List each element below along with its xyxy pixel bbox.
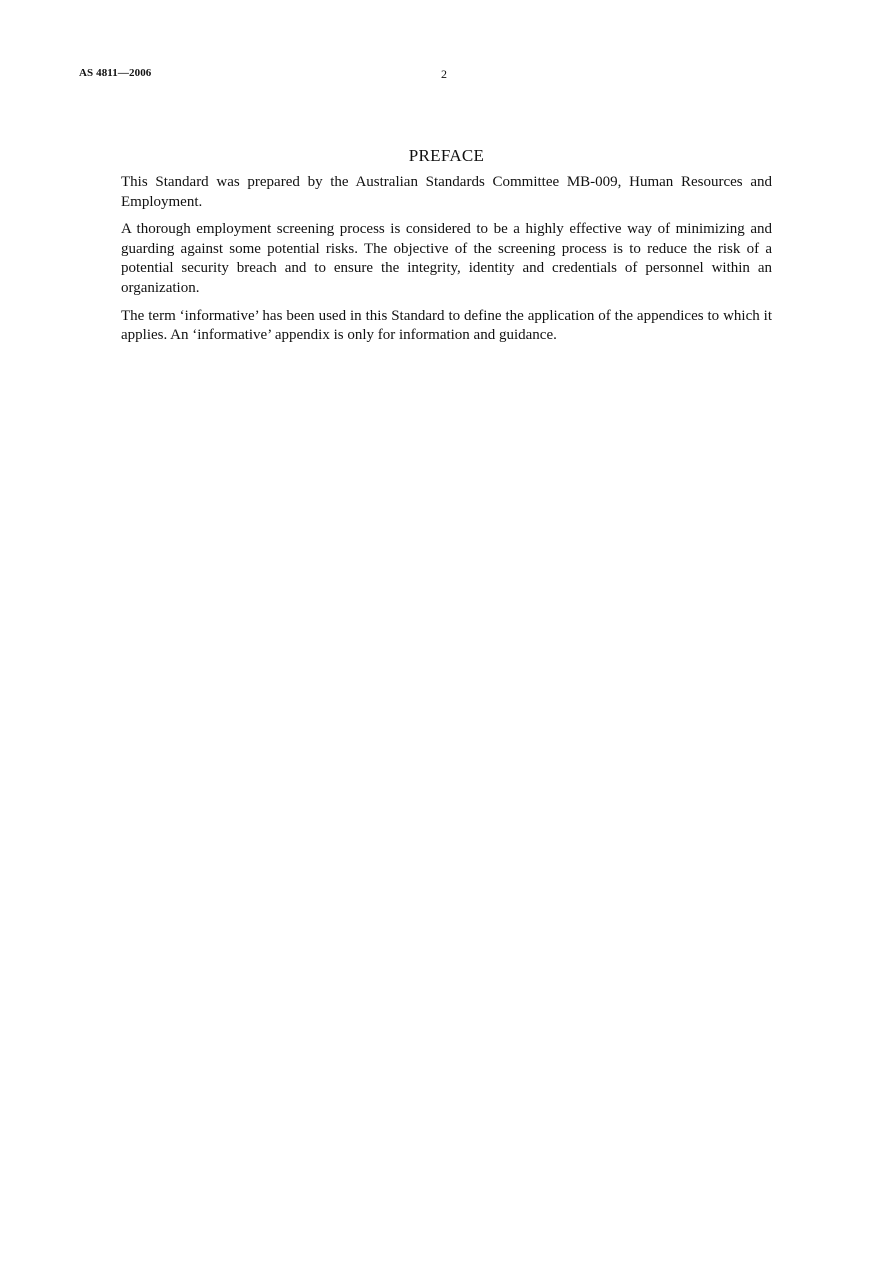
preface-paragraph-2: A thorough employment screening process is considered to be a highly effective way of minimizing and guarding against some potential risks. The objective of the screening process is to reduce the risk of a potential security breach and to ensure the integrity, identity and credentials of personnel within an organization. bbox=[121, 221, 772, 296]
preface-paragraph-3: The term ‘informative’ has been used in this Standard to define the application of the appendices to which it applies. An ‘informative’ appendix is only for information and guidance. bbox=[121, 307, 772, 344]
standard-designation: AS 4811—2006 bbox=[79, 67, 152, 79]
page-header bbox=[79, 67, 813, 83]
preface-paragraph-1: This Standard was prepared by the Australian Standards Committee MB-009, Human Resources and Employment. bbox=[121, 174, 772, 210]
preface-title: PREFACE bbox=[408, 146, 485, 165]
page-number: 2 bbox=[441, 67, 447, 81]
preface-section bbox=[121, 145, 772, 354]
